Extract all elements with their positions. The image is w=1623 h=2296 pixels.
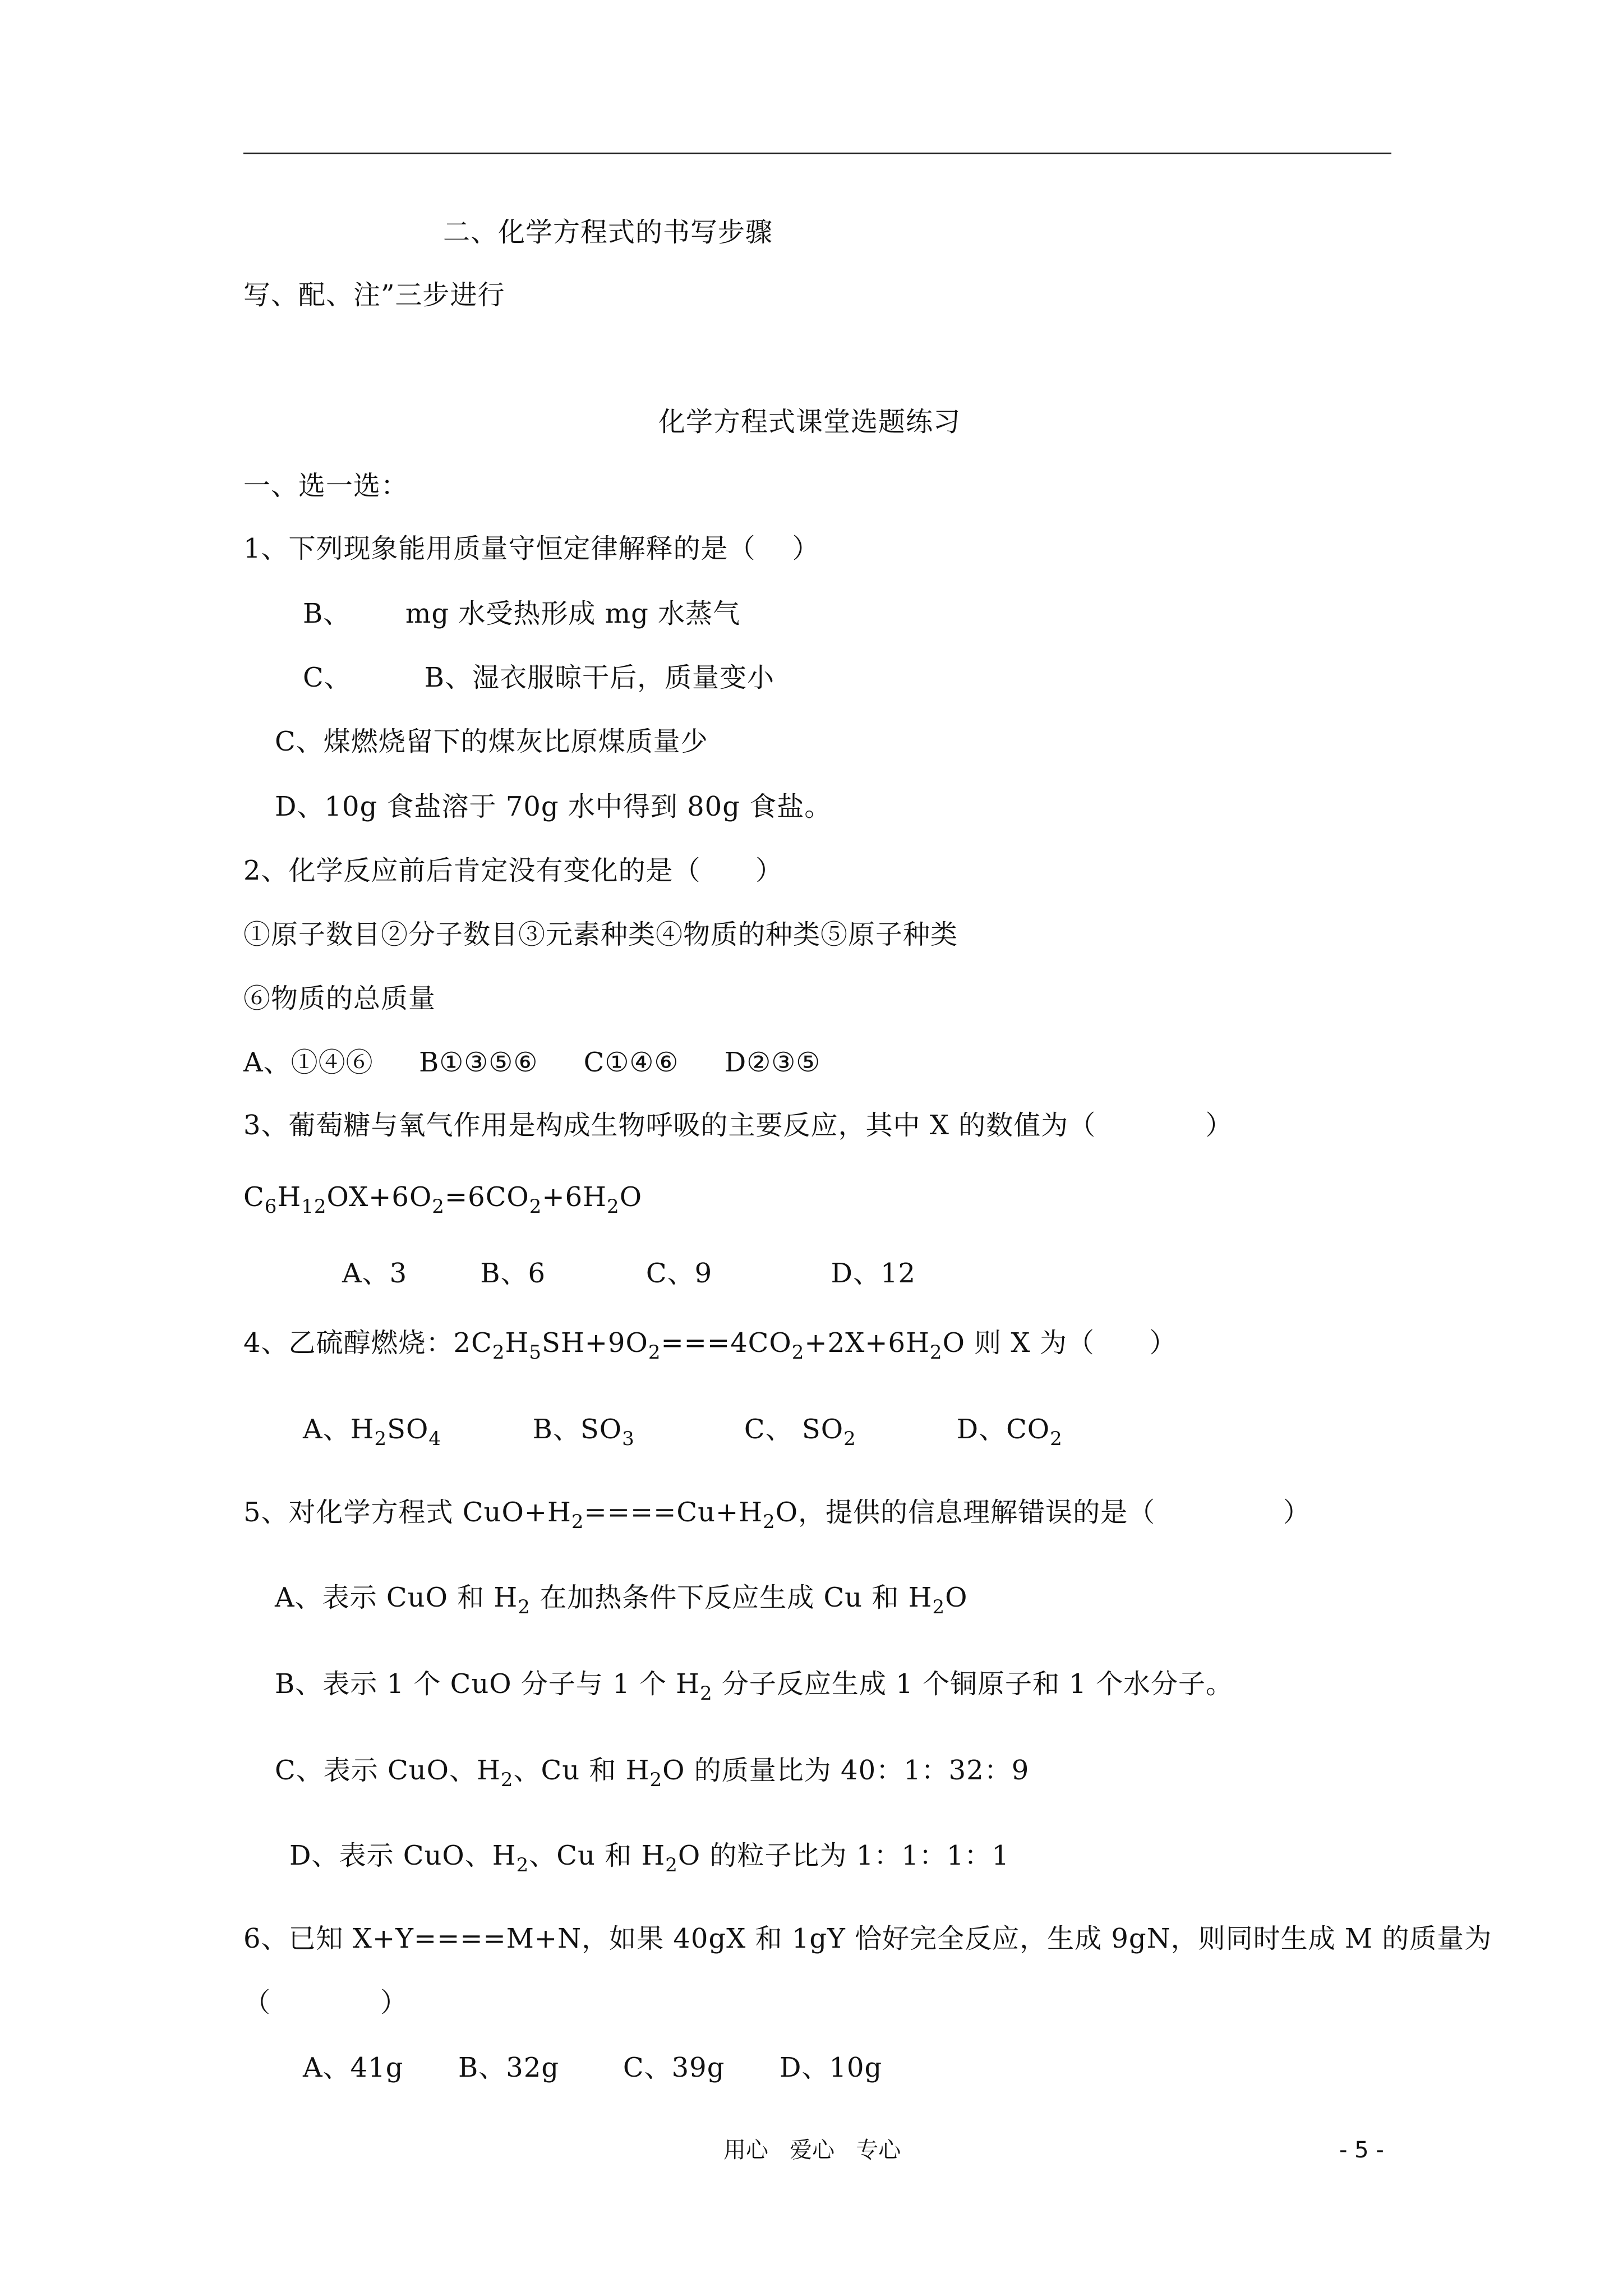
section-heading: 二、化学方程式的书写步骤 [443, 217, 773, 248]
q3-stem: 3、葡萄糖与氧气作用是构成生物呼吸的主要反应，其中 X 的数值为（ ） [243, 1110, 1233, 1141]
q5-stem: 5、对化学方程式 $CuO+H_2====Cu+H_2O$，提供的信息理解错误的是（ ） [243, 1497, 1311, 1533]
page-number: - 5 - [1339, 2137, 1384, 2163]
exercise-title: 化学方程式课堂选题练习 [658, 406, 961, 438]
part-label: 一、选一选： [243, 470, 409, 501]
q5-option-c: C、表示 CuO、$H_2$、Cu 和 $H_2O$ 的质量比为 40：1：32：9 [275, 1755, 1030, 1791]
q6-stem: 6、已知 X+Y====M+N，如果 40gX 和 1gY 恰好完全反应，生成 9gN，则同时生成 M 的质量为 [243, 1923, 1492, 1954]
q1-stem: 1、下列现象能用质量守恒定律解释的是（ ） [243, 533, 820, 564]
footer-motto: 用心 爱心 专心 [723, 2137, 901, 2163]
q2-options: A、①④⑥ B①③⑤⑥ C①④⑥ D②③⑤ [243, 1047, 821, 1078]
q3-options: A、3 B、6 C、9 D、12 [342, 1258, 916, 1289]
q4-options: A、$H_2SO_4$ B、$SO_3$ C、 $SO_2$ D、$CO_2$ [303, 1414, 1063, 1450]
q6-options: A、41g B、32g C、39g D、10g [303, 2052, 883, 2083]
header-rule [243, 153, 1391, 154]
q5-option-a: A、表示 CuO 和 $H_2$ 在加热条件下反应生成 Cu 和 $H_2O$ [275, 1582, 968, 1618]
q5-option-b: B、表示 1 个 CuO 分子与 1 个 $H_2$ 分子反应生成 1 个铜原子和 1 个水分子。 [275, 1668, 1234, 1705]
q2-stem: 2、化学反应前后肯定没有变化的是（ ） [243, 855, 783, 886]
q1-option-d: D、10g 食盐溶于 70g 水中得到 80g 食盐。 [275, 791, 832, 822]
q5-option-d: D、表示 CuO、$H_2$、Cu 和 $H_2O$ 的粒子比为 1：1：1：1 [289, 1840, 1009, 1876]
steps-note: 写、配、注”三步进行 [243, 279, 505, 311]
q6-paren: （ ） [243, 1987, 408, 2018]
q4-stem: 4、乙硫醇燃烧：$2C_2H_5SH+9O_2===4CO_2+2X+6H_2O$ 则 X 为（ ） [243, 1327, 1177, 1364]
q1-option-c: C、 B、湿衣服晾干后，质量变小 [303, 662, 775, 693]
q1-option-b: B、 mg 水受热形成 mg 水蒸气 [303, 598, 741, 629]
q2-items-line2: ⑥物质的总质量 [243, 983, 436, 1014]
q2-items-line1: ①原子数目②分子数目③元素种类④物质的种类⑤原子种类 [243, 919, 958, 950]
q1-option-c2: C、煤燃烧留下的煤灰比原煤质量少 [275, 726, 708, 757]
q3-equation: $C_6H_{12}OX+6O_2=6CO_2+6H_2O$ [243, 1181, 643, 1218]
